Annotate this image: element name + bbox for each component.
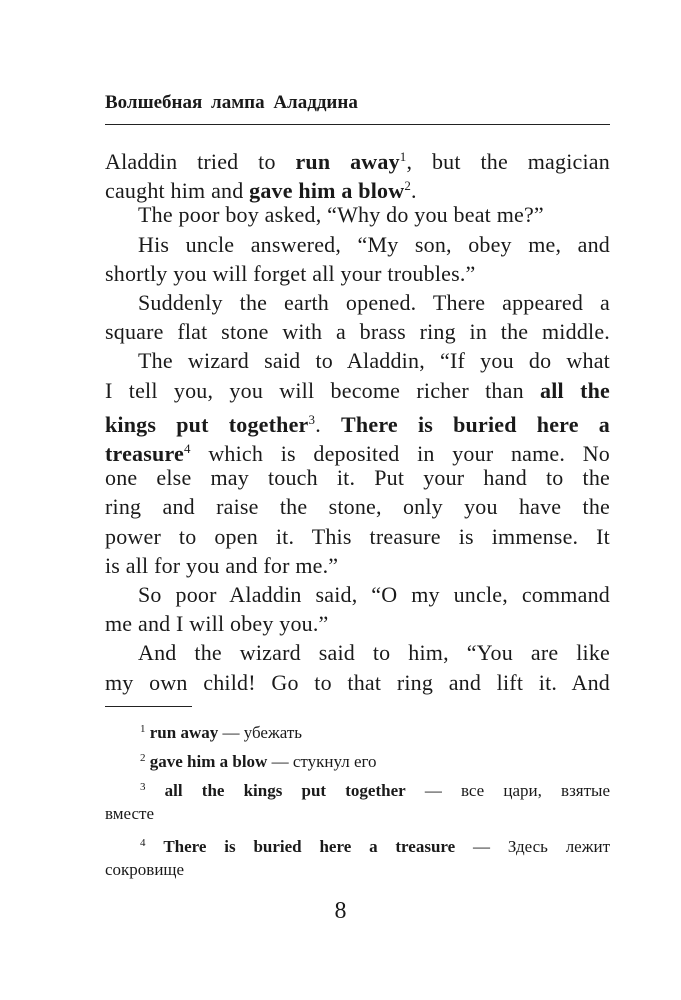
text-line	[105, 581, 610, 609]
bold-phrase: all the	[540, 377, 611, 403]
bold-phrase: There is buried here a	[341, 411, 611, 437]
text-run: me and I will obey you.”	[105, 611, 329, 637]
text-line	[105, 201, 610, 229]
text-line	[105, 493, 610, 521]
text-run: вместе	[105, 804, 154, 823]
bold-phrase: kings put together	[105, 411, 309, 437]
text-line	[105, 552, 610, 580]
text-run: — Здесь лежит	[455, 837, 610, 856]
text-run: , but the magician	[406, 149, 610, 174]
bold-phrase: gave him a blow	[249, 178, 405, 204]
text-run: is all for you and for me.”	[105, 552, 339, 578]
text-run: And the wizard said to him, “You are like	[138, 640, 610, 666]
footnote-marker: 2	[140, 752, 146, 764]
text-run: — убежать	[218, 723, 303, 742]
text-line	[105, 669, 610, 697]
text-run: I tell you, you will become richer than	[105, 377, 541, 403]
bold-phrase: gave him a blow	[149, 752, 268, 771]
footnote-line	[105, 747, 610, 773]
text-run: Suddenly the earth opened. There appeared a	[138, 290, 610, 315]
text-run: caught him and	[105, 178, 250, 204]
text-run: сокровище	[105, 860, 185, 879]
text-run: His uncle answered, “My son, obey me, and	[138, 231, 610, 257]
header-rule	[105, 124, 610, 125]
text-run	[146, 837, 164, 856]
bold-phrase: run away	[295, 149, 400, 174]
text-run: one else may touch it. Put your hand to the	[105, 465, 610, 491]
text-line	[105, 289, 610, 317]
bold-phrase: There is buried here a treasure	[163, 837, 456, 856]
running-header: Волшебная лампа Аладдина	[105, 92, 358, 113]
text-run	[146, 781, 165, 800]
text-run: power to open it. This treasure is immense. It	[105, 523, 610, 549]
text-run: Aladdin tried to	[105, 149, 296, 174]
text-run: So poor Aladdin said, “O my uncle, command	[138, 582, 610, 607]
text-line	[105, 435, 610, 468]
footnote-marker: 4	[184, 441, 191, 456]
text-run: square flat stone with a brass ring in the middle.	[105, 319, 610, 345]
bold-phrase: all the kings put together	[164, 781, 406, 800]
text-line	[105, 610, 610, 638]
text-line	[105, 347, 610, 375]
text-line	[105, 260, 610, 288]
bold-phrase: treasure	[105, 441, 184, 466]
footnote-marker: 4	[140, 837, 146, 849]
text-run: which is deposited in your name. No	[190, 441, 610, 466]
text-line	[105, 464, 610, 492]
text-line	[105, 406, 610, 439]
text-line	[105, 523, 610, 551]
footnote-marker: 2	[404, 178, 412, 194]
text-run: .	[315, 411, 342, 437]
page-number: 8	[334, 898, 347, 924]
footnote-separator	[105, 706, 192, 707]
text-line	[105, 377, 610, 405]
footnote-line	[105, 718, 610, 744]
footnote-line	[105, 803, 610, 825]
footnote-marker: 3	[140, 781, 146, 793]
text-line	[105, 143, 610, 176]
text-run: The poor boy asked, “Why do you beat me?”	[138, 202, 544, 228]
text-run: The wizard said to Aladdin, “If you do what	[138, 348, 610, 374]
footnote-marker: 1	[140, 723, 146, 735]
text-line	[105, 172, 610, 205]
footnote-marker: 3	[308, 411, 316, 427]
footnote-line	[105, 776, 610, 802]
text-line	[105, 318, 610, 346]
bold-phrase: run away	[149, 723, 219, 742]
text-line	[105, 639, 610, 667]
text-run: — стукнул его	[267, 752, 377, 771]
text-run: my own child! Go to that ring and lift it. And	[105, 669, 610, 695]
text-run: — все цари, взятые	[405, 781, 610, 800]
text-run: shortly you will forget all your troubles.”	[105, 260, 476, 286]
footnote-line	[105, 859, 610, 881]
footnote-line	[105, 832, 610, 858]
text-run: ring and raise the stone, only you have the	[105, 494, 610, 520]
footnote-marker: 1	[399, 149, 407, 164]
text-line	[105, 231, 610, 259]
text-run: .	[411, 178, 417, 204]
